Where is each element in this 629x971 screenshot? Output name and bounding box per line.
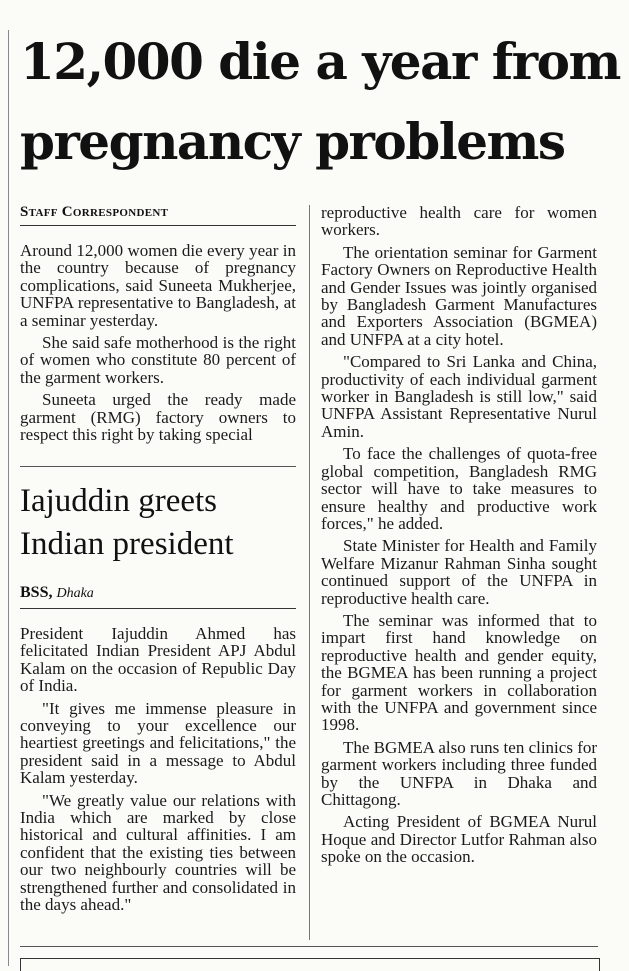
article-paragraph: The orientation seminar for Garment Factory Owners on Reproductive Health and Gender Issues was jointly organised by Bangladesh Garment Manufactures and Exporters Association (BGMEA) and UNFPA at a city hotel. (321, 242, 597, 349)
article-paragraph: The BGMEA also runs ten clinics for garment workers including three funded by the UNFPA in Dhaka and Chittagong. (321, 737, 598, 809)
article-left-column (20, 242, 296, 448)
article-paragraph: She said safe motherhood is the right of women who constitute 80 percent of the garment workers. (20, 333, 296, 387)
article-paragraph: reproductive health care for women workers. (321, 203, 597, 240)
article-paragraph: The seminar was informed that to impart first hand knowledge on reproductive health and gender equity, the BGMEA has been running a project for garment workers in collaboration with the UNFPA and government since 1998. (321, 610, 597, 735)
page-left-rule (8, 30, 9, 966)
article-byline: Staff Correspondent (20, 204, 169, 220)
byline2-rule (20, 608, 296, 609)
article-paragraph: To face the challenges of quota-free global competition, Bangladesh RMG sector will have to take measures to ensure healthy and productive work forces," he added. (321, 444, 597, 533)
article-paragraph: State Minister for Health and Family Welfare Mizanur Rahman Sinha sought continued support of the UNFPA in reproductive health care. (321, 536, 597, 608)
article2-paragraph: President Iajuddin Ahmed has felicitated Indian President APJ Abdul Kalam on the occasion of Republic Day of India. (20, 624, 296, 696)
bottom-rule (20, 946, 598, 947)
article-paragraph: Acting President of BGMEA Nurul Hoque and Director Lutfor Rahman also spoke on the occasion. (321, 812, 597, 867)
article-right-column (321, 204, 597, 871)
article2-paragraph: "We greatly value our relations with India which are marked by close historical and cultural affinities. I am confident that the existing ties between our two neighbourly countries will be strengthened further and consolidated in the days ahead." (20, 790, 296, 915)
byline-agency: BSS, (20, 584, 53, 601)
article2-column (20, 625, 296, 919)
byline-rule (20, 225, 296, 226)
article2-byline (20, 584, 94, 602)
article-paragraph: Around 12,000 women die every year in the country because of pregnancy complications, said Suneeta Mukherjee, UNFPA representative to Bangladesh, at a seminar yesterday. (20, 241, 296, 330)
column-divider (309, 205, 310, 940)
article2-paragraph: "It gives me immense pleasure in conveying to your excellence our heartiest greetings and felicitations," the president said in a message to Abdul Kalam yesterday. (20, 698, 296, 788)
article-paragraph: Suneeta urged the ready made garment (RMG) factory owners to respect this right by taking special (20, 390, 296, 445)
next-article-box (20, 958, 600, 971)
article2-headline: Iajuddin greets Indian president (20, 483, 234, 562)
byline-place: Dhaka (56, 586, 94, 601)
article-headline: 12,000 die a year from pregnancy problems (20, 32, 620, 171)
section-divider (20, 466, 296, 467)
article-paragraph: "Compared to Sri Lanka and China, productivity of each individual garment worker in Bangladesh is still low," said UNFPA Assistant Representative Nurul Amin. (321, 352, 597, 441)
